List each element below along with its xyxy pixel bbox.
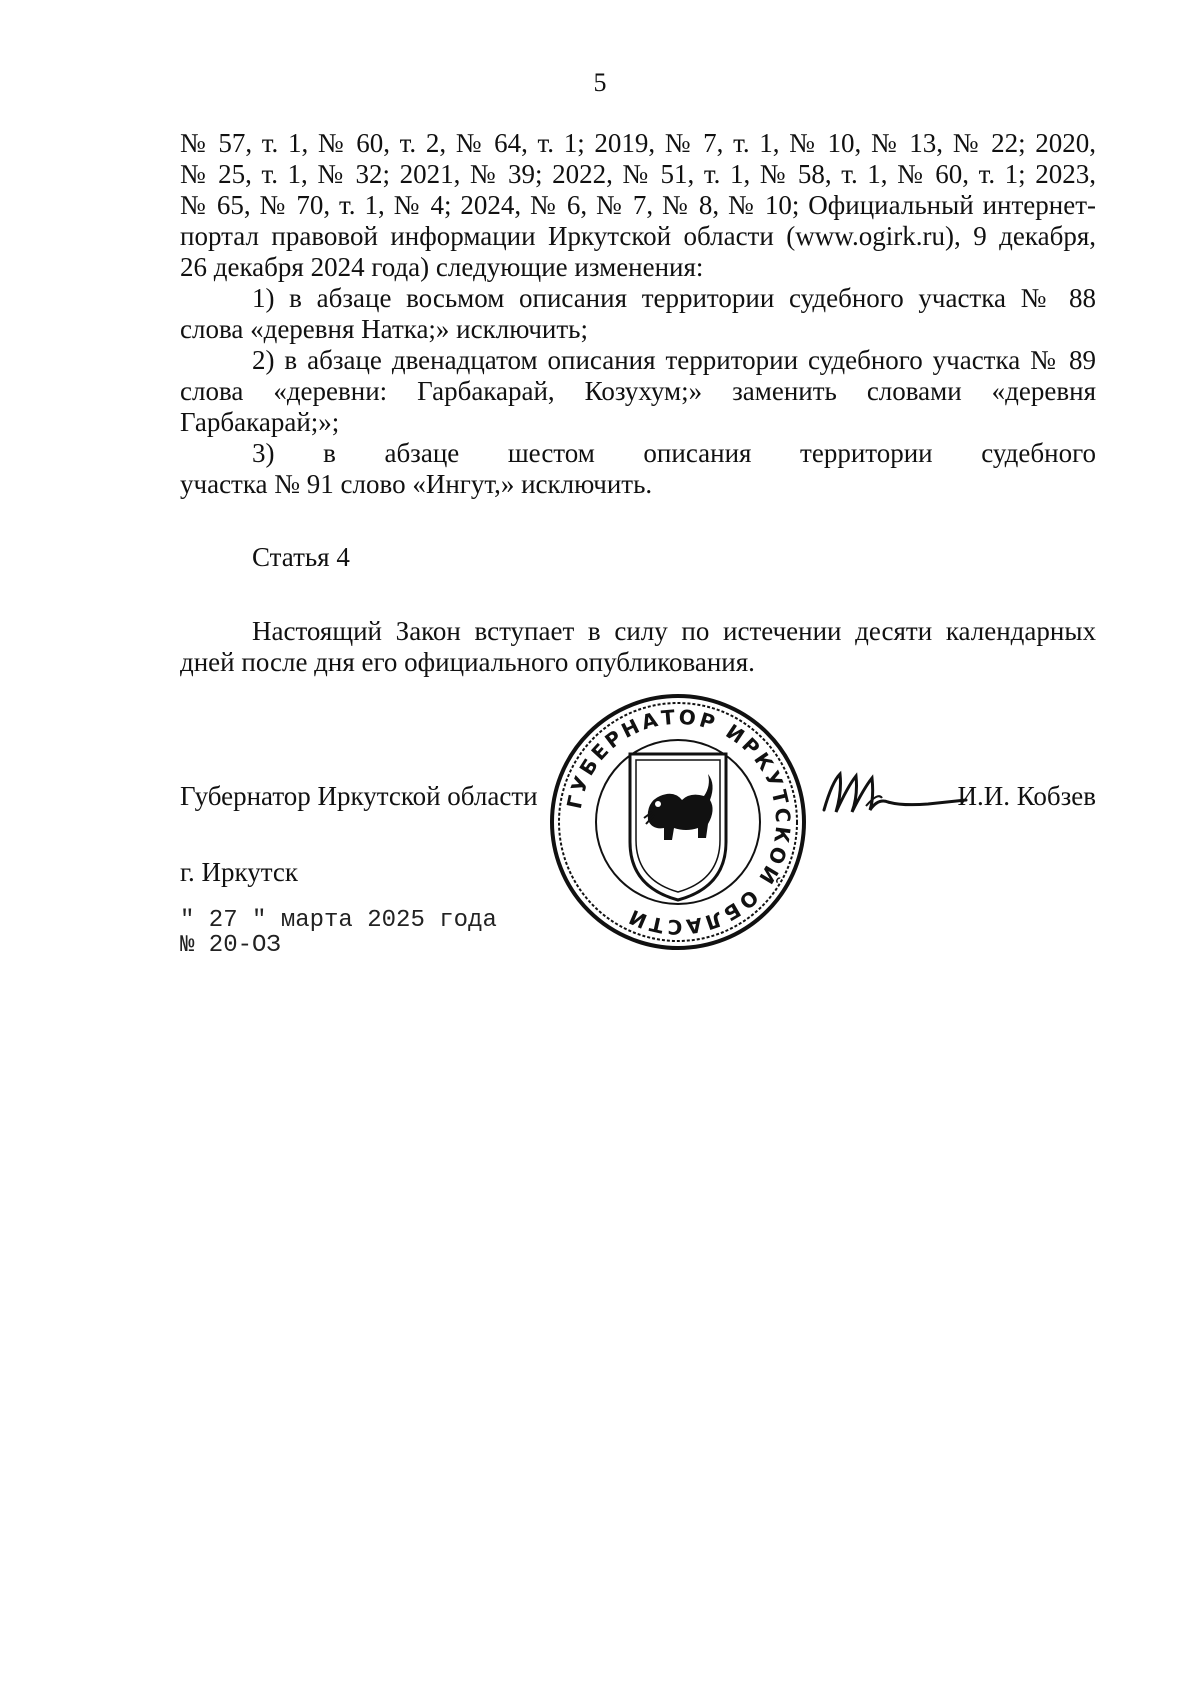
article-text-line1: Настоящий Закон вступает в силу по истечении десяти календарных <box>252 616 1096 646</box>
list-item-2-line2: слова «деревни: Гарбакарай, Козухум;» заменить словами «деревня <box>180 376 1096 406</box>
signatory-name: И.И. Кобзев <box>957 781 1096 811</box>
article-text-line2: дней после дня его официального опубликования. <box>180 647 755 677</box>
city: г. Иркутск <box>180 857 298 887</box>
list-item-1-line1: 1) в абзаце восьмом описания территории судебного участка № 88 <box>252 283 1096 313</box>
body-line: № 57, т. 1, № 60, т. 2, № 64, т. 1; 2019, № 7, т. 1, № 10, № 13, № 22; 2020, <box>180 128 1096 158</box>
law-number: № 20-ОЗ <box>180 932 281 959</box>
list-item-3-line1: 3) в абзаце шестом описания территории судебного <box>252 438 1096 468</box>
official-stamp <box>548 692 808 952</box>
body-line: 26 декабря 2024 года) следующие изменения: <box>180 252 704 282</box>
page-number: 5 <box>593 68 607 97</box>
list-item-2-line3: Гарбакарай;»; <box>180 407 340 437</box>
article-heading: Статья 4 <box>252 542 350 572</box>
list-item-3-line2: участка № 91 слово «Ингут,» исключить. <box>180 469 653 499</box>
body-line: № 25, т. 1, № 32; 2021, № 39; 2022, № 51, т. 1, № 58, т. 1, № 60, т. 1; 2023, <box>180 159 1096 189</box>
body-line: № 65, № 70, т. 1, № 4; 2024, № 6, № 7, № 8, № 10; Официальный интернет- <box>180 190 1096 220</box>
signature-icon <box>818 762 968 822</box>
list-item-1-line2: слова «деревня Натка;» исключить; <box>180 314 588 344</box>
list-item-2-line1: 2) в абзаце двенадцатом описания территории судебного участка № 89 <box>252 345 1096 375</box>
signatory-title: Губернатор Иркутской области <box>180 781 538 811</box>
body-line: портал правовой информации Иркутской области (www.ogirk.ru), 9 декабря, <box>180 221 1096 251</box>
stamp-seal-icon <box>548 692 808 952</box>
date-line: " 27 " марта 2025 года <box>180 907 497 934</box>
svg-text:ГУБЕРНАТОР ИРКУТСКОЙ ОБЛАСТИ: ГУБЕРНАТОР ИРКУТСКОЙ ОБЛАСТИ <box>561 704 796 940</box>
